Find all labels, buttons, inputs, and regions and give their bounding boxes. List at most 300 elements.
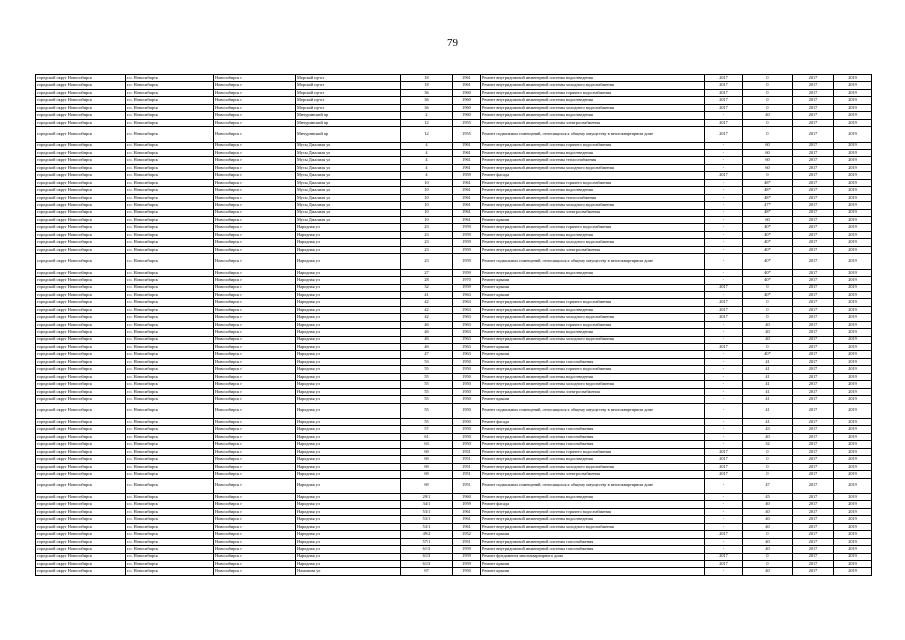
cell-house: 18 <box>401 82 453 89</box>
cell-district: городской округ Новосибирск <box>36 463 126 470</box>
cell-plan-year: - <box>705 179 743 186</box>
cell-plan-year: - <box>705 381 743 388</box>
cell-wear: 41 <box>743 373 793 380</box>
cell-wear: 40 <box>743 508 793 515</box>
cell-work-type: Ремонт фасада <box>481 419 705 426</box>
cell-wear: 41 <box>743 419 793 426</box>
cell-settlement: г.о. Новосибирск <box>126 104 214 111</box>
cell-end-year: 2019 <box>834 516 872 523</box>
cell-district: городской округ Новосибирск <box>36 104 126 111</box>
cell-end-year: 2019 <box>834 560 872 567</box>
cell-city: Новосибирск г <box>214 366 296 373</box>
cell-plan-year: 2017 <box>705 127 743 143</box>
cell-settlement: г.о. Новосибирск <box>126 336 214 343</box>
cell-start-year: 2017 <box>793 231 834 238</box>
cell-house: 69 <box>401 456 453 463</box>
cell-house: 12 <box>401 127 453 143</box>
cell-end-year: 2019 <box>834 97 872 104</box>
cell-wear: 0 <box>743 172 793 179</box>
cell-wear: 60 <box>743 164 793 171</box>
cell-plan-year: 2017 <box>705 531 743 538</box>
cell-end-year: 2019 <box>834 531 872 538</box>
cell-house: 4 <box>401 164 453 171</box>
cell-street: Народная ул <box>296 269 401 276</box>
cell-work-type: Ремонт крыши <box>481 560 705 567</box>
cell-plan-year: 2017 <box>705 82 743 89</box>
cell-city: Новосибирск г <box>214 202 296 209</box>
cell-settlement: г.о. Новосибирск <box>126 546 214 553</box>
cell-end-year: 2019 <box>834 396 872 403</box>
cell-city: Новосибирск г <box>214 112 296 119</box>
cell-plan-year: - <box>705 150 743 157</box>
cell-year: 1959 <box>453 231 481 238</box>
cell-year: 1959 <box>453 269 481 276</box>
cell-house: 42 <box>401 314 453 321</box>
cell-plan-year: - <box>705 516 743 523</box>
cell-settlement: г.о. Новосибирск <box>126 523 214 530</box>
cell-end-year: 2019 <box>834 344 872 351</box>
cell-street: Мичуринский пр <box>296 119 401 126</box>
cell-end-year: 2019 <box>834 187 872 194</box>
cell-house: 36 <box>401 89 453 96</box>
cell-district: городской округ Новосибирск <box>36 321 126 328</box>
cell-street: Народная ул <box>296 277 401 284</box>
cell-house: 36 <box>401 104 453 111</box>
cell-end-year: 2019 <box>834 216 872 223</box>
cell-wear: 0 <box>743 463 793 470</box>
cell-house: 69 <box>401 471 453 478</box>
table-row <box>36 441 872 448</box>
cell-end-year: 2019 <box>834 284 872 291</box>
cell-year: 1961 <box>453 209 481 216</box>
cell-city: Новосибирск г <box>214 419 296 426</box>
cell-wear: 40 <box>743 568 793 575</box>
cell-house: 36 <box>401 97 453 104</box>
cell-street: Народная ул <box>296 463 401 470</box>
cell-end-year: 2019 <box>834 494 872 501</box>
table-row <box>36 456 872 463</box>
cell-street: Народная ул <box>296 231 401 238</box>
cell-work-type: Ремонт внутридомовой инженерной системы холодного водоснабжения <box>481 314 705 321</box>
cell-year: 1963 <box>453 351 481 358</box>
cell-work-type: Ремонт фундамента многоквартирного дома <box>481 553 705 560</box>
cell-start-year: 2017 <box>793 494 834 501</box>
cell-house: 23 <box>401 254 453 270</box>
cell-wear: 41 <box>743 366 793 373</box>
cell-plan-year: 2017 <box>705 448 743 455</box>
cell-settlement: г.о. Новосибирск <box>126 433 214 440</box>
cell-settlement: г.о. Новосибирск <box>126 187 214 194</box>
cell-district: городской округ Новосибирск <box>36 179 126 186</box>
cell-district: городской округ Новосибирск <box>36 538 126 545</box>
cell-district: городской округ Новосибирск <box>36 553 126 560</box>
cell-house: 46 <box>401 329 453 336</box>
cell-end-year: 2019 <box>834 202 872 209</box>
cell-end-year: 2019 <box>834 299 872 306</box>
cell-plan-year: - <box>705 209 743 216</box>
cell-district: городской округ Новосибирск <box>36 494 126 501</box>
cell-work-type: Ремонт внутридомовой инженерной системы газоснабжения <box>481 433 705 440</box>
cell-city: Новосибирск г <box>214 306 296 313</box>
cell-house: 10 <box>401 209 453 216</box>
table-row <box>36 202 872 209</box>
cell-house: 42 <box>401 299 453 306</box>
table-row <box>36 471 872 478</box>
cell-house: 67 <box>401 568 453 575</box>
cell-wear: 32 <box>743 441 793 448</box>
cell-plan-year: - <box>705 142 743 149</box>
cell-start-year: 2017 <box>793 560 834 567</box>
cell-house: 10 <box>401 179 453 186</box>
cell-year: 1963 <box>453 306 481 313</box>
cell-end-year: 2019 <box>834 373 872 380</box>
cell-year: 1963 <box>453 321 481 328</box>
table-row <box>36 373 872 380</box>
cell-year: 1950 <box>453 381 481 388</box>
cell-end-year: 2019 <box>834 224 872 231</box>
cell-work-type: Ремонт внутридомовой инженерной системы газоснабжения <box>481 426 705 433</box>
cell-city: Новосибирск г <box>214 523 296 530</box>
cell-house: 61 <box>401 433 453 440</box>
cell-plan-year: - <box>705 202 743 209</box>
cell-settlement: г.о. Новосибирск <box>126 366 214 373</box>
cell-district: городской округ Новосибирск <box>36 202 126 209</box>
cell-wear: 40 <box>743 329 793 336</box>
cell-end-year: 2019 <box>834 127 872 143</box>
cell-settlement: г.о. Новосибирск <box>126 471 214 478</box>
cell-street: Народная ул <box>296 306 401 313</box>
cell-street: Мусы Джалиля ул <box>296 150 401 157</box>
cell-year: 1959 <box>453 239 481 246</box>
cell-plan-year: 2017 <box>705 97 743 104</box>
table-row <box>36 246 872 253</box>
table-row <box>36 396 872 403</box>
cell-wear: 48* <box>743 209 793 216</box>
cell-settlement: г.о. Новосибирск <box>126 194 214 201</box>
cell-wear: 45 <box>743 494 793 501</box>
table-row <box>36 366 872 373</box>
cell-plan-year: 2017 <box>705 104 743 111</box>
cell-street: Нахимова ул <box>296 568 401 575</box>
cell-district: городской округ Новосибирск <box>36 403 126 419</box>
cell-district: городской округ Новосибирск <box>36 441 126 448</box>
cell-street: Народная ул <box>296 388 401 395</box>
cell-street: Мусы Джалиля ул <box>296 142 401 149</box>
cell-plan-year: - <box>705 508 743 515</box>
cell-street: Народная ул <box>296 366 401 373</box>
cell-street: Народная ул <box>296 284 401 291</box>
cell-district: городской округ Новосибирск <box>36 142 126 149</box>
cell-settlement: г.о. Новосибирск <box>126 246 214 253</box>
cell-start-year: 2017 <box>793 366 834 373</box>
cell-year: 1955 <box>453 119 481 126</box>
cell-work-type: Ремонт внутридомовой инженерной системы водоотведения <box>481 269 705 276</box>
cell-start-year: 2017 <box>793 426 834 433</box>
cell-end-year: 2019 <box>834 419 872 426</box>
cell-wear: 40 <box>743 433 793 440</box>
table-row <box>36 119 872 126</box>
cell-settlement: г.о. Новосибирск <box>126 142 214 149</box>
cell-work-type: Ремонт внутридомовой инженерной системы горячего водоснабжения <box>481 321 705 328</box>
cell-end-year: 2019 <box>834 441 872 448</box>
cell-work-type: Ремонт подвальных помещений, относящихся к общему имуществу в многоквартирном доме <box>481 254 705 270</box>
cell-settlement: г.о. Новосибирск <box>126 291 214 298</box>
table-row <box>36 478 872 494</box>
cell-district: городской округ Новосибирск <box>36 239 126 246</box>
cell-work-type: Ремонт внутридомовой инженерной системы горячего водоснабжения <box>481 179 705 186</box>
cell-start-year: 2017 <box>793 523 834 530</box>
cell-work-type: Ремонт внутридомовой инженерной системы горячего водоснабжения <box>481 142 705 149</box>
cell-district: городской округ Новосибирск <box>36 194 126 201</box>
cell-house: 4 <box>401 150 453 157</box>
cell-district: городской округ Новосибирск <box>36 531 126 538</box>
cell-settlement: г.о. Новосибирск <box>126 269 214 276</box>
table-row <box>36 403 872 419</box>
table-row <box>36 508 872 515</box>
cell-city: Новосибирск г <box>214 142 296 149</box>
cell-house: 4 <box>401 157 453 164</box>
cell-year: 1961 <box>453 82 481 89</box>
cell-street: Народная ул <box>296 456 401 463</box>
cell-settlement: г.о. Новосибирск <box>126 553 214 560</box>
cell-plan-year: 2017 <box>705 553 743 560</box>
cell-plan-year: - <box>705 224 743 231</box>
cell-start-year: 2017 <box>793 284 834 291</box>
cell-wear: 0 <box>743 456 793 463</box>
cell-work-type: Ремонт внутридомовой инженерной системы холодного водоснабжения <box>481 104 705 111</box>
cell-plan-year: - <box>705 366 743 373</box>
cell-district: городской округ Новосибирск <box>36 291 126 298</box>
table-row <box>36 284 872 291</box>
cell-city: Новосибирск г <box>214 388 296 395</box>
cell-street: Мусы Джалиля ул <box>296 164 401 171</box>
cell-house: 55 <box>401 396 453 403</box>
cell-street: Морской пр-кт <box>296 89 401 96</box>
cell-plan-year: - <box>705 231 743 238</box>
cell-district: городской округ Новосибирск <box>36 358 126 365</box>
cell-settlement: г.о. Новосибирск <box>126 164 214 171</box>
cell-year: 1951 <box>453 463 481 470</box>
cell-city: Новосибирск г <box>214 246 296 253</box>
cell-work-type: Ремонт внутридомовой инженерной системы газоснабжения <box>481 546 705 553</box>
cell-city: Новосибирск г <box>214 546 296 553</box>
cell-work-type: Ремонт внутридомовой инженерной системы теплоснабжения <box>481 194 705 201</box>
cell-district: городской округ Новосибирск <box>36 388 126 395</box>
cell-street: Народная ул <box>296 321 401 328</box>
cell-end-year: 2019 <box>834 388 872 395</box>
table-row <box>36 463 872 470</box>
cell-start-year: 2017 <box>793 75 834 82</box>
cell-start-year: 2017 <box>793 97 834 104</box>
cell-settlement: г.о. Новосибирск <box>126 478 214 494</box>
cell-plan-year: - <box>705 373 743 380</box>
cell-city: Новосибирск г <box>214 553 296 560</box>
cell-wear: 40* <box>743 291 793 298</box>
table-row <box>36 187 872 194</box>
table-row <box>36 426 872 433</box>
cell-year: 1960 <box>453 97 481 104</box>
cell-year: 1951 <box>453 478 481 494</box>
cell-plan-year: 2017 <box>705 560 743 567</box>
cell-start-year: 2017 <box>793 82 834 89</box>
cell-house: 41 <box>401 291 453 298</box>
cell-house: 61/3 <box>401 553 453 560</box>
cell-city: Новосибирск г <box>214 150 296 157</box>
table-row <box>36 329 872 336</box>
cell-plan-year: - <box>705 351 743 358</box>
cell-plan-year: - <box>705 501 743 508</box>
cell-work-type: Ремонт внутридомовой инженерной системы газоснабжения <box>481 358 705 365</box>
cell-work-type: Ремонт внутридомовой инженерной системы водоотведения <box>481 306 705 313</box>
cell-work-type: Ремонт внутридомовой инженерной системы холодного водоснабжения <box>481 82 705 89</box>
cell-start-year: 2017 <box>793 403 834 419</box>
cell-street: Народная ул <box>296 396 401 403</box>
cell-plan-year: 2017 <box>705 89 743 96</box>
cell-settlement: г.о. Новосибирск <box>126 97 214 104</box>
cell-end-year: 2019 <box>834 351 872 358</box>
cell-settlement: г.о. Новосибирск <box>126 254 214 270</box>
cell-start-year: 2017 <box>793 501 834 508</box>
cell-year: 1951 <box>453 456 481 463</box>
cell-start-year: 2017 <box>793 396 834 403</box>
cell-wear: 0 <box>743 284 793 291</box>
cell-wear: 0 <box>743 89 793 96</box>
cell-plan-year: - <box>705 358 743 365</box>
cell-house: 34/1 <box>401 501 453 508</box>
cell-city: Новосибирск г <box>214 157 296 164</box>
cell-settlement: г.о. Новосибирск <box>126 568 214 575</box>
cell-house: 23 <box>401 239 453 246</box>
cell-street: Народная ул <box>296 254 401 270</box>
cell-year: 1961 <box>453 216 481 223</box>
cell-start-year: 2017 <box>793 224 834 231</box>
cell-work-type: Ремонт подвальных помещений, относящихся к общему имуществу в многоквартирном доме <box>481 478 705 494</box>
cell-district: городской округ Новосибирск <box>36 97 126 104</box>
cell-street: Народная ул <box>296 501 401 508</box>
cell-wear: 40 <box>743 538 793 545</box>
cell-settlement: г.о. Новосибирск <box>126 224 214 231</box>
cell-house: 61/3 <box>401 560 453 567</box>
cell-city: Новосибирск г <box>214 501 296 508</box>
cell-start-year: 2017 <box>793 291 834 298</box>
cell-house: 57/1 <box>401 538 453 545</box>
cell-plan-year: - <box>705 336 743 343</box>
cell-start-year: 2017 <box>793 142 834 149</box>
cell-district: городской округ Новосибирск <box>36 269 126 276</box>
table-row <box>36 231 872 238</box>
cell-plan-year: - <box>705 419 743 426</box>
cell-work-type: Ремонт внутридомовой инженерной системы водоотведения <box>481 373 705 380</box>
cell-house: 42 <box>401 306 453 313</box>
table-row <box>36 419 872 426</box>
cell-year: 1950 <box>453 373 481 380</box>
cell-wear: 40* <box>743 239 793 246</box>
cell-street: Народная ул <box>296 560 401 567</box>
table-row <box>36 112 872 119</box>
table-row <box>36 560 872 567</box>
cell-settlement: г.о. Новосибирск <box>126 396 214 403</box>
cell-settlement: г.о. Новосибирск <box>126 344 214 351</box>
cell-street: Народная ул <box>296 494 401 501</box>
cell-start-year: 2017 <box>793 441 834 448</box>
cell-work-type: Ремонт внутридомовой инженерной системы газоснабжения <box>481 441 705 448</box>
cell-work-type: Ремонт внутридомовой инженерной системы электроснабжения <box>481 471 705 478</box>
table-row <box>36 388 872 395</box>
cell-settlement: г.о. Новосибирск <box>126 426 214 433</box>
table-row <box>36 194 872 201</box>
cell-house: 69 <box>401 448 453 455</box>
cell-end-year: 2019 <box>834 448 872 455</box>
cell-year: 1961 <box>453 150 481 157</box>
cell-street: Народная ул <box>296 344 401 351</box>
cell-wear: 40* <box>743 231 793 238</box>
cell-start-year: 2017 <box>793 269 834 276</box>
cell-end-year: 2019 <box>834 329 872 336</box>
cell-year: 1963 <box>453 336 481 343</box>
cell-plan-year: 2017 <box>705 172 743 179</box>
cell-house: 55 <box>401 373 453 380</box>
cell-city: Новосибирск г <box>214 336 296 343</box>
cell-district: городской округ Новосибирск <box>36 82 126 89</box>
cell-wear: 41 <box>743 403 793 419</box>
cell-settlement: г.о. Новосибирск <box>126 351 214 358</box>
cell-year: 1960 <box>453 494 481 501</box>
cell-street: Народная ул <box>296 448 401 455</box>
cell-city: Новосибирск г <box>214 426 296 433</box>
cell-end-year: 2019 <box>834 291 872 298</box>
cell-settlement: г.о. Новосибирск <box>126 516 214 523</box>
cell-year: 1950 <box>453 388 481 395</box>
cell-plan-year: 2017 <box>705 463 743 470</box>
cell-start-year: 2017 <box>793 187 834 194</box>
cell-plan-year: 2017 <box>705 299 743 306</box>
cell-wear: 48* <box>743 187 793 194</box>
cell-house: 57 <box>401 426 453 433</box>
cell-plan-year: - <box>705 277 743 284</box>
cell-city: Новосибирск г <box>214 127 296 143</box>
cell-city: Новосибирск г <box>214 329 296 336</box>
cell-district: городской округ Новосибирск <box>36 284 126 291</box>
cell-district: городской округ Новосибирск <box>36 254 126 270</box>
cell-work-type: Ремонт внутридомовой инженерной системы холодного водоснабжения <box>481 336 705 343</box>
cell-year: 1963 <box>453 344 481 351</box>
cell-start-year: 2017 <box>793 164 834 171</box>
cell-city: Новосибирск г <box>214 358 296 365</box>
cell-city: Новосибирск г <box>214 284 296 291</box>
table-row <box>36 82 872 89</box>
cell-year: 1963 <box>453 299 481 306</box>
cell-end-year: 2019 <box>834 239 872 246</box>
cell-plan-year: - <box>705 388 743 395</box>
table-row <box>36 314 872 321</box>
cell-end-year: 2019 <box>834 501 872 508</box>
cell-plan-year: 2017 <box>705 75 743 82</box>
cell-settlement: г.о. Новосибирск <box>126 216 214 223</box>
cell-work-type: Ремонт крыши <box>481 396 705 403</box>
cell-street: Народная ул <box>296 336 401 343</box>
cell-house: 49/2 <box>401 531 453 538</box>
cell-district: городской округ Новосибирск <box>36 426 126 433</box>
cell-street: Народная ул <box>296 523 401 530</box>
cell-year: 1950 <box>453 396 481 403</box>
cell-district: городской округ Новосибирск <box>36 560 126 567</box>
cell-year: 1960 <box>453 89 481 96</box>
cell-street: Народная ул <box>296 538 401 545</box>
table-row <box>36 75 872 82</box>
cell-year: 1950 <box>453 441 481 448</box>
cell-city: Новосибирск г <box>214 448 296 455</box>
cell-plan-year: - <box>705 164 743 171</box>
